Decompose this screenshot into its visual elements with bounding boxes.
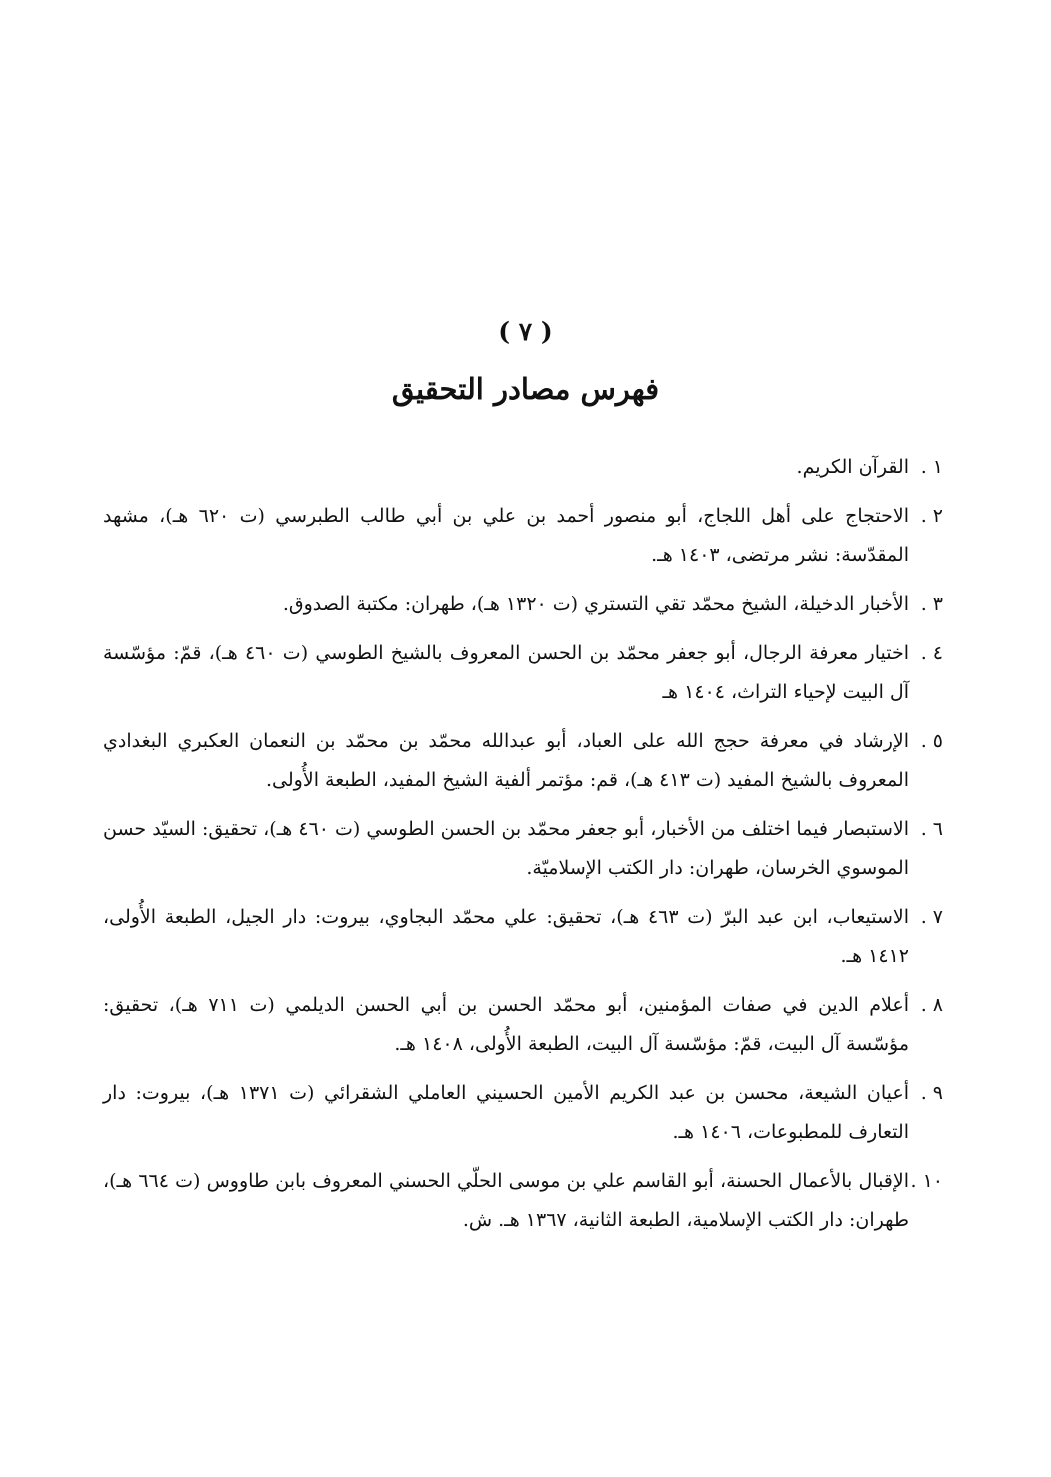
list-item: [103, 722, 943, 800]
entry-number: ١٠ .: [910, 1170, 943, 1192]
entry-number: ٥ .: [920, 730, 943, 752]
entry-text: اختيار معرفة الرجال، أبو جعفر محمّد بن الحسن المعروف بالشيخ الطوسي (ت ٤٦٠ هـ)، قمّ: مؤسّسة آل البيت لإحياء التراث، ١٤٠٤ هـ: [103, 642, 909, 703]
entry-number: ٢ .: [920, 505, 943, 527]
page-title: فهرس مصادر التحقيق: [391, 372, 660, 406]
entry-number: ٣ .: [920, 593, 943, 615]
bibliography-list: [103, 448, 943, 1250]
entry-text: الإرشاد في معرفة حجج الله على العباد، أبو عبدالله محمّد بن محمّد بن النعمان العكبري البغدادي المعروف بالشيخ المفيد (ت ٤١٣ هـ)، قم: مؤتمر ألفية الشيخ المفيد، الطبعة الأُولى.: [103, 730, 909, 791]
list-item: [103, 1162, 943, 1240]
list-item: [103, 1074, 943, 1152]
entry-text: أعلام الدين في صفات المؤمنين، أبو محمّد الحسن بن أبي الحسن الديلمي (ت ٧١١ هـ)، تحقيق: مؤسّسة آل البيت، قمّ: مؤسّسة آل البيت، الطبعة الأُولى، ١٤٠٨ هـ.: [103, 994, 909, 1055]
entry-text: الأخبار الدخيلة، الشيخ محمّد تقي التستري (ت ١٣٢٠ هـ)، طهران: مكتبة الصدوق.: [282, 593, 909, 615]
entry-text: القرآن الكريم.: [796, 456, 909, 478]
entry-number: ٤ .: [920, 642, 943, 664]
list-item: [103, 634, 943, 712]
entry-number: ١ .: [920, 456, 943, 478]
list-item: [103, 448, 943, 487]
chapter-number: ( ٧ ): [498, 317, 553, 346]
entry-number: ٦ .: [920, 818, 943, 840]
entry-number: ٩ .: [920, 1082, 943, 1104]
list-item: [103, 898, 943, 976]
entry-text: الإقبال بالأعمال الحسنة، أبو القاسم علي بن موسى الحلّي الحسني المعروف بابن طاووس (ت ٦٦٤ هـ)، طهران: دار الكتب الإسلامية، الطبعة الثانية، ١٣٦٧ هـ. ش.: [103, 1170, 909, 1231]
entry-text: الاستيعاب، ابن عبد البرّ (ت ٤٦٣ هـ)، تحقيق: علي محمّد البجاوي، بيروت: دار الجيل، الطبعة الأُولى، ١٤١٢ هـ.: [103, 906, 909, 967]
list-item: [103, 810, 943, 888]
entry-text: الاحتجاج على أهل اللجاج، أبو منصور أحمد بن علي بن أبي طالب الطبرسي (ت ٦٢٠ هـ)، مشهد المقدّسة: نشر مرتضى، ١٤٠٣ هـ.: [103, 505, 909, 566]
entry-text: الاستبصار فيما اختلف من الأخبار، أبو جعفر محمّد بن الحسن الطوسي (ت ٤٦٠ هـ)، تحقيق: السيّد حسن الموسوي الخرسان، طهران: دار الكتب الإسلاميّة.: [103, 818, 909, 879]
list-item: [103, 986, 943, 1064]
entry-text: أعيان الشيعة، محسن بن عبد الكريم الأمين الحسيني العاملي الشقرائي (ت ١٣٧١ هـ)، بيروت: دار التعارف للمطبوعات، ١٤٠٦ هـ.: [103, 1082, 909, 1143]
entry-number: ٧ .: [920, 906, 943, 928]
entry-number: ٨ .: [920, 994, 943, 1016]
list-item: [103, 497, 943, 575]
list-item: [103, 585, 943, 624]
